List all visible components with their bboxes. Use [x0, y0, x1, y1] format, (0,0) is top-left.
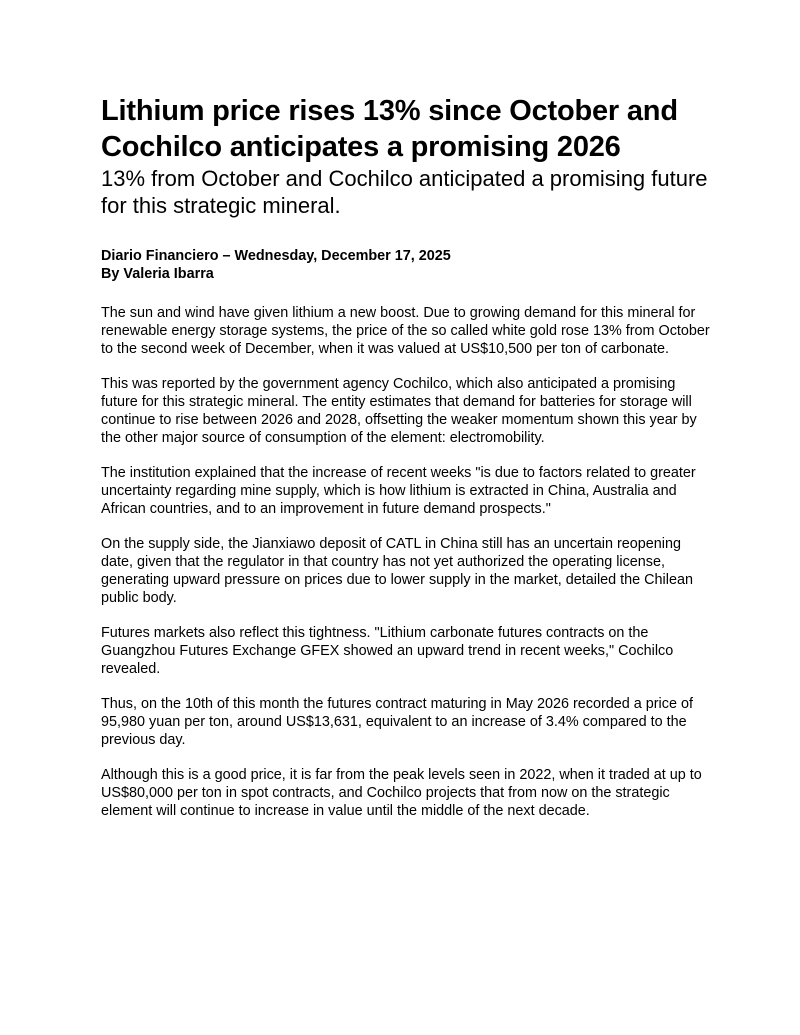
article-body — [101, 304, 713, 820]
article-meta — [101, 247, 713, 283]
body-paragraph: This was reported by the government agency Cochilco, which also anticipated a promising future for this strategic mineral. The entity estimates that demand for batteries for storage will continue to rise between 2026 and 2028, offsetting the weaker momentum shown this year by the other major source of consumption of the element: electromobility. — [101, 376, 697, 446]
body-paragraph: Thus, on the 10th of this month the futures contract maturing in May 2026 recorded a price of 95,980 yuan per ton, around US$13,631, equivalent to an increase of 3.4% compared to the previous day. — [101, 696, 693, 748]
source-dateline: Diario Financiero – Wednesday, December 17, 2025 — [101, 248, 451, 264]
headline: Lithium price rises 13% since October and Cochilco anticipates a promising 2026 — [101, 95, 678, 163]
body-paragraph: Futures markets also reflect this tightness. "Lithium carbonate futures contracts on the Guangzhou Futures Exchange GFEX showed an upward trend in recent weeks," Cochilco revealed. — [101, 625, 674, 677]
body-paragraph: The sun and wind have given lithium a new boost. Due to growing demand for this mineral for renewable energy storage systems, the price of the so called white gold rose 13% from October to the second week of December, when it was valued at US$10,500 per ton of carbonate. — [101, 305, 710, 357]
body-paragraph: Although this is a good price, it is far from the peak levels seen in 2022, when it traded at up to US$80,000 per ton in spot contracts, and Cochilco projects that from now on the strategic element will continue to increase in value until the middle of the next decade. — [101, 767, 702, 819]
body-paragraph: The institution explained that the increase of recent weeks "is due to factors related to greater uncertainty regarding mine supply, which is how lithium is extracted in China, Australia and African countries, and to an improvement in future demand prospects." — [101, 465, 696, 517]
subheadline: 13% from October and Cochilco anticipated a promising future for this strategic mineral. — [101, 166, 708, 218]
byline: By Valeria Ibarra — [101, 266, 214, 282]
body-paragraph: On the supply side, the Jianxiawo deposit of CATL in China still has an uncertain reopening date, given that the regulator in that country has not yet authorized the operating license, generating upward pressure on prices due to lower supply in the market, detailed the Chilean public body. — [101, 536, 693, 606]
article-page — [101, 93, 713, 837]
